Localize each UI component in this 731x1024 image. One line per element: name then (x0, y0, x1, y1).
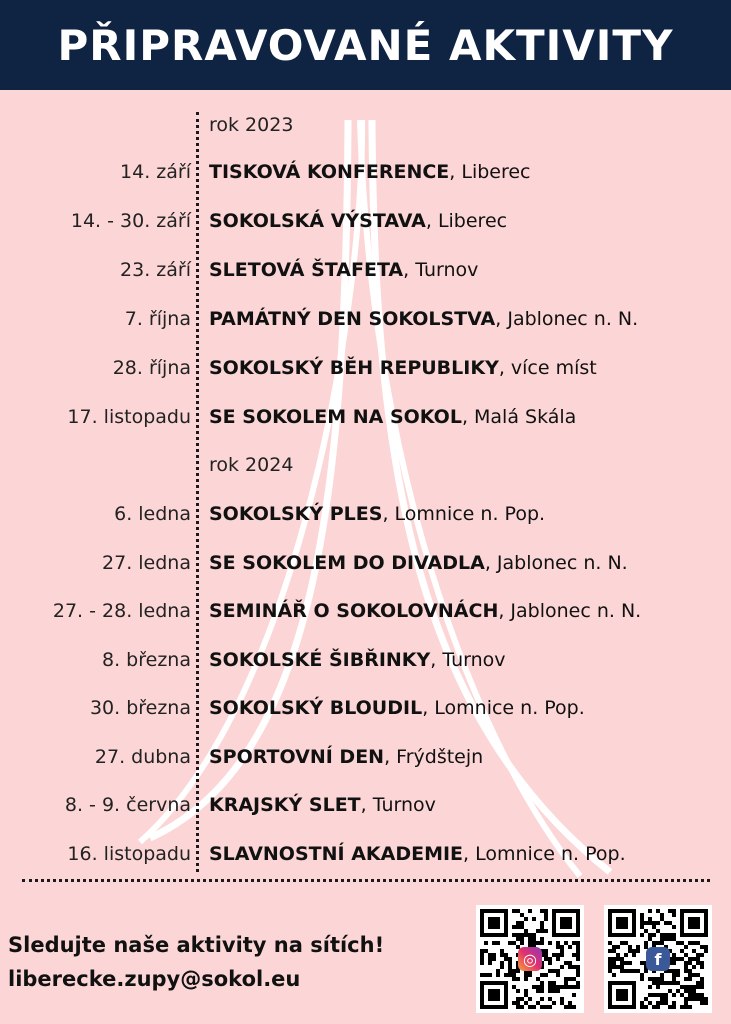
event-name: SEMINÁŘ O SOKOLOVNÁCH (209, 600, 499, 622)
event-name: TISKOVÁ KONFERENCE (209, 161, 450, 183)
event-date: 8. března (102, 648, 191, 671)
event-title (209, 693, 585, 723)
event-place: , Lomnice n. Pop. (382, 503, 546, 525)
event-row (0, 157, 731, 187)
event-title (209, 304, 638, 334)
year-label-2024: rok 2024 (209, 454, 294, 476)
event-name: SOKOLSKÝ BLOUDIL (209, 697, 423, 719)
year-label-2023: rok 2023 (209, 114, 294, 136)
event-title (209, 839, 626, 869)
event-date: 14. - 30. září (70, 210, 191, 232)
event-place: , Jablonec n. N. (484, 551, 628, 574)
event-place: , více míst (498, 357, 597, 379)
footer-divider (22, 879, 710, 882)
event-date: 27. dubna (94, 745, 191, 768)
event-row (0, 402, 731, 432)
event-row (0, 499, 731, 529)
event-name: SLETOVÁ ŠTAFETA (209, 259, 404, 281)
event-place: , Lomnice n. Pop. (463, 842, 626, 865)
event-row (0, 255, 731, 285)
event-date: 27. ledna (102, 551, 191, 574)
event-row (0, 693, 731, 723)
event-place: , Turnov (360, 794, 436, 816)
event-title (209, 157, 531, 187)
event-title (209, 548, 628, 578)
event-title (209, 742, 483, 772)
event-name: SE SOKOLEM DO DIVADLA (209, 551, 485, 574)
event-date: 30. března (89, 697, 191, 719)
page-title: PŘIPRAVOVANÉ AKTIVITY (57, 20, 674, 70)
event-date: 23. září (120, 259, 191, 281)
event-date: 27. - 28. ledna (52, 600, 191, 622)
event-place: , Malá Skála (461, 406, 577, 428)
footer-social-text: Sledujte naše aktivity na sítích! (8, 933, 385, 957)
event-date: 28. října (112, 357, 191, 379)
event-row (0, 645, 731, 675)
event-place: , Frýdštejn (384, 745, 484, 768)
event-row (0, 596, 731, 626)
event-place: , Liberec (449, 161, 531, 183)
qr-code-instagram[interactable] (476, 905, 584, 1013)
event-name: PAMÁTNÝ DEN SOKOLSTVA (209, 308, 496, 330)
event-title (209, 790, 436, 820)
event-name: SOKOLSKÝ BĚH REPUBLIKY (209, 357, 499, 379)
event-row (0, 304, 731, 334)
event-row (0, 353, 731, 383)
event-name: SOKOLSKÉ ŠIBŘINKY (209, 648, 431, 671)
event-title (209, 255, 478, 285)
event-place: , Turnov (430, 648, 506, 671)
event-title (209, 206, 507, 236)
event-place: , Jablonec n. N. (495, 308, 639, 330)
qr-code-facebook[interactable] (604, 905, 712, 1013)
event-place: , Liberec (425, 210, 508, 232)
footer-email[interactable]: liberecke.zupy@sokol.eu (8, 967, 301, 991)
event-title (209, 353, 597, 383)
event-name: SPORTOVNÍ DEN (209, 745, 385, 768)
event-row (0, 206, 731, 236)
event-name: SE SOKOLEM NA SOKOL (209, 406, 462, 428)
event-date: 7. října (124, 308, 191, 330)
event-place: , Jablonec n. N. (498, 600, 642, 622)
event-row (0, 790, 731, 820)
event-date: 14. září (120, 161, 191, 183)
event-date: 6. ledna (114, 503, 191, 525)
event-date: 17. listopadu (67, 406, 191, 428)
event-row (0, 742, 731, 772)
event-name: KRAJSKÝ SLET (209, 794, 361, 816)
header-banner (0, 0, 731, 90)
facebook-icon: f (646, 947, 670, 971)
event-row (0, 548, 731, 578)
event-date: 16. listopadu (67, 842, 191, 865)
footer-info (8, 928, 384, 996)
event-title (209, 596, 641, 626)
event-title (209, 645, 506, 675)
event-name: SOKOLSKÝ PLES (209, 503, 383, 525)
instagram-icon: ◎ (518, 947, 542, 971)
event-name: SLAVNOSTNÍ AKADEMIE (209, 842, 464, 865)
event-row (0, 839, 731, 869)
event-title (209, 402, 576, 432)
event-place: , Lomnice n. Pop. (422, 697, 585, 719)
event-date: 8. - 9. června (64, 794, 191, 816)
event-place: , Turnov (403, 259, 479, 281)
event-name: SOKOLSKÁ VÝSTAVA (209, 210, 426, 232)
event-title (209, 499, 545, 529)
